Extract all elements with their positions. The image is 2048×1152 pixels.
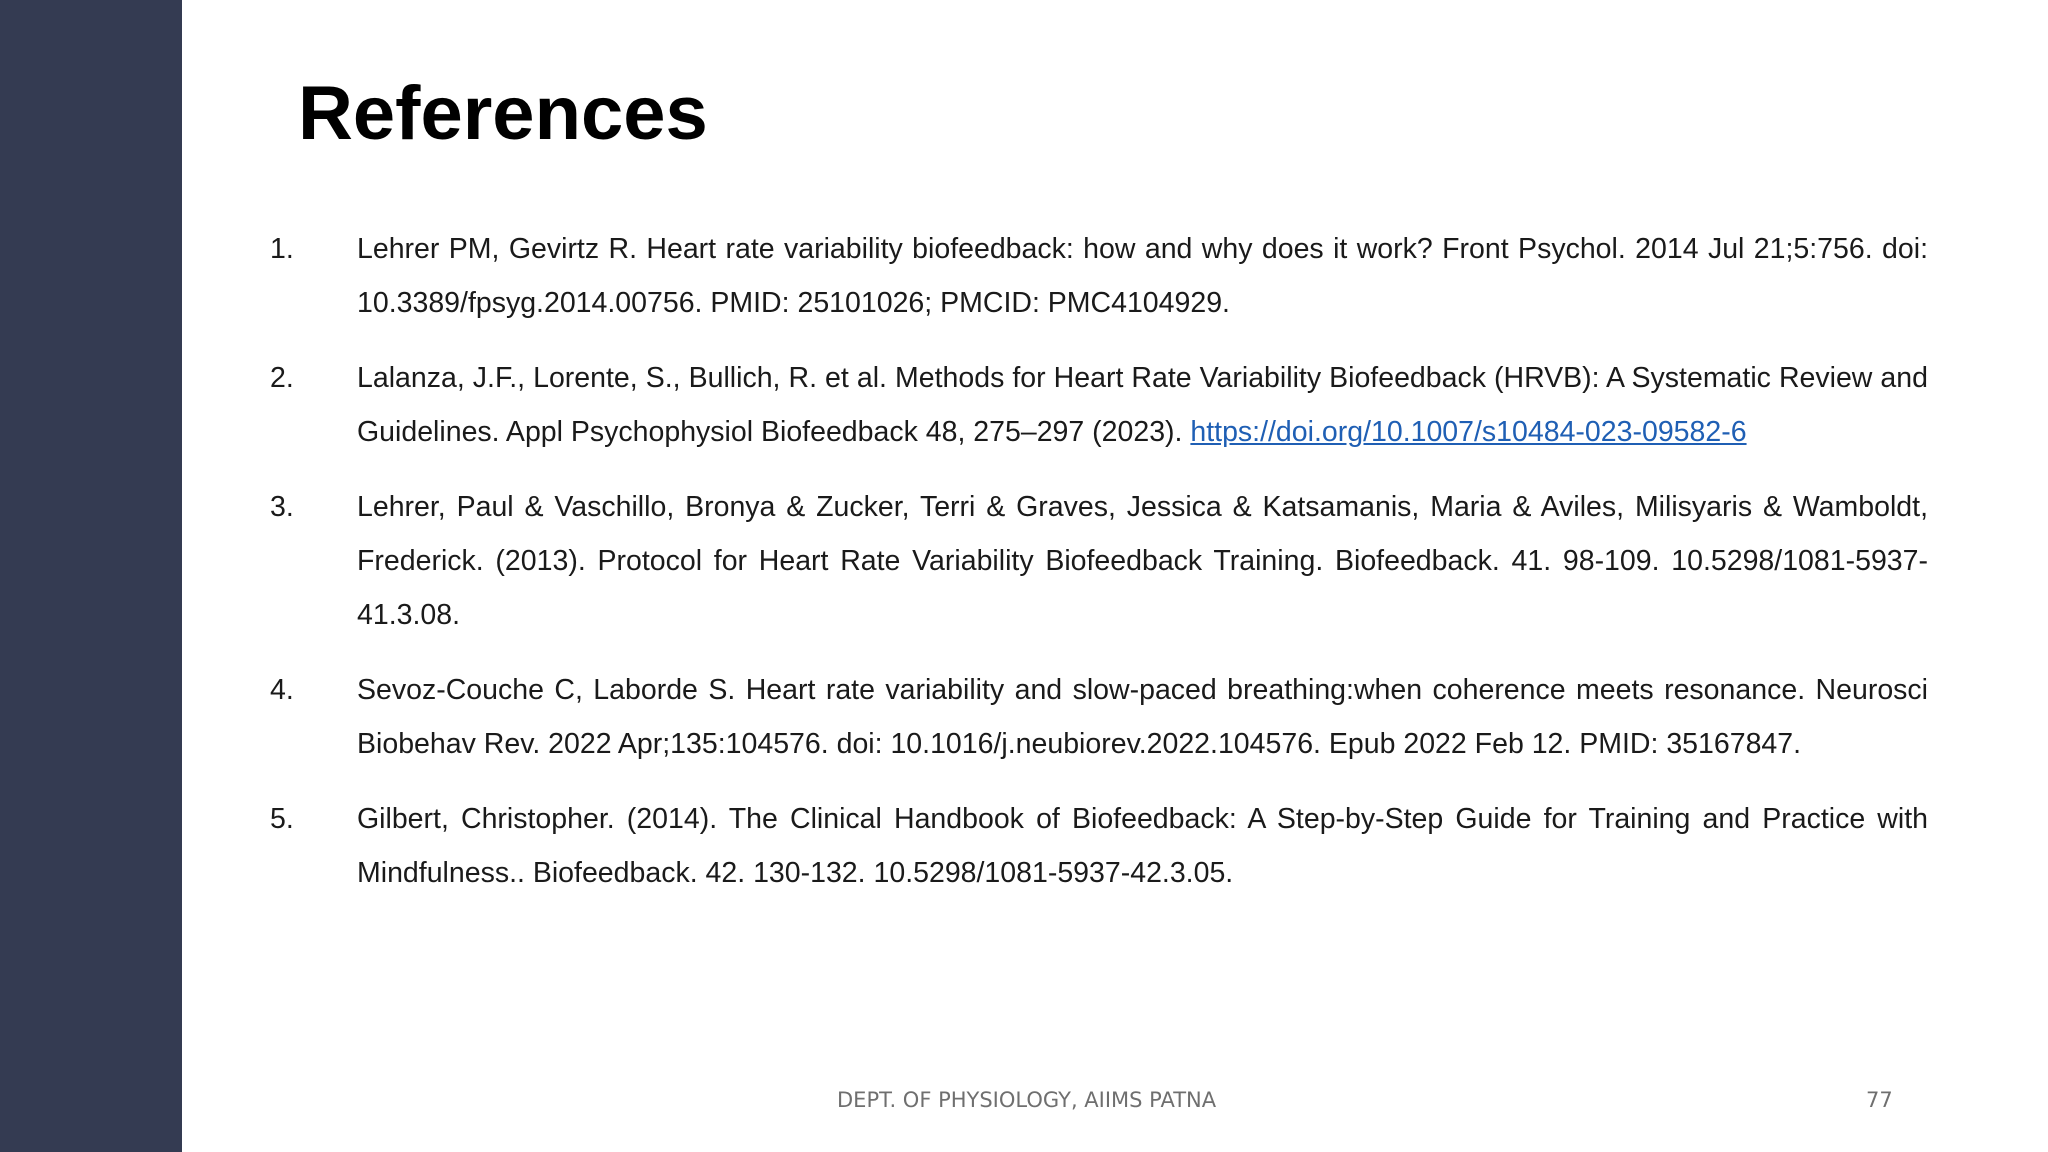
slide-title: References	[298, 71, 708, 156]
reference-text	[357, 491, 1928, 631]
reference-doi-link[interactable]: https://doi.org/10.1007/s10484-023-09582-6	[1190, 416, 1747, 448]
page-number: 77	[1866, 1088, 1893, 1112]
reference-citation: Sevoz-Couche C, Laborde S. Heart rate variability and slow-paced breathing:when coherence meets resonance. Neurosci Biobehav Rev. 2022 Apr;135:104576. doi: 10.1016/j.neubiorev.2022.104576. Epub 2022 Feb 12. PMID: 35167847.	[357, 674, 1928, 760]
reference-item	[270, 351, 1928, 459]
reference-text	[357, 233, 1928, 319]
reference-number: 2.	[270, 362, 294, 394]
reference-number: 5.	[270, 803, 294, 835]
reference-number: 1.	[270, 233, 294, 265]
reference-number: 3.	[270, 491, 294, 523]
reference-item	[270, 792, 1928, 900]
reference-text	[357, 362, 1928, 448]
reference-citation: Lalanza, J.F., Lorente, S., Bullich, R. et al. Methods for Heart Rate Variability Biofeedback (HRVB): A Systematic Review and Guidelines. Appl Psychophysiol Biofeedback 48, 275–297 (2023).	[357, 362, 1928, 448]
reference-text	[357, 803, 1928, 889]
reference-citation: Lehrer PM, Gevirtz R. Heart rate variability biofeedback: how and why does it work? Front Psychol. 2014 Jul 21;5:756. doi: 10.3389/fpsyg.2014.00756. PMID: 25101026; PMCID: PMC4104929.	[357, 233, 1928, 319]
reference-number: 4.	[270, 674, 294, 706]
reference-citation: Gilbert, Christopher. (2014). The Clinical Handbook of Biofeedback: A Step-by-Step Guide for Training and Practice with Mindfulness.. Biofeedback. 42. 130-132. 10.5298/1081-5937-42.3.05.	[357, 803, 1928, 889]
reference-citation: Lehrer, Paul & Vaschillo, Bronya & Zucker, Terri & Graves, Jessica & Katsamanis, Maria & Aviles, Milisyaris & Wamboldt, Frederick. (2013). Protocol for Heart Rate Variability Biofeedback Training. Biofeedback. 41. 98-109. 10.5298/1081-5937-41.3.08.	[357, 491, 1928, 631]
reference-text	[357, 674, 1928, 760]
reference-item	[270, 222, 1928, 330]
reference-item	[270, 480, 1928, 642]
reference-list	[270, 222, 1928, 921]
footer-department: DEPT. OF PHYSIOLOGY, AIIMS PATNA	[837, 1088, 1217, 1112]
reference-item	[270, 663, 1928, 771]
side-accent-bar	[0, 0, 182, 1152]
